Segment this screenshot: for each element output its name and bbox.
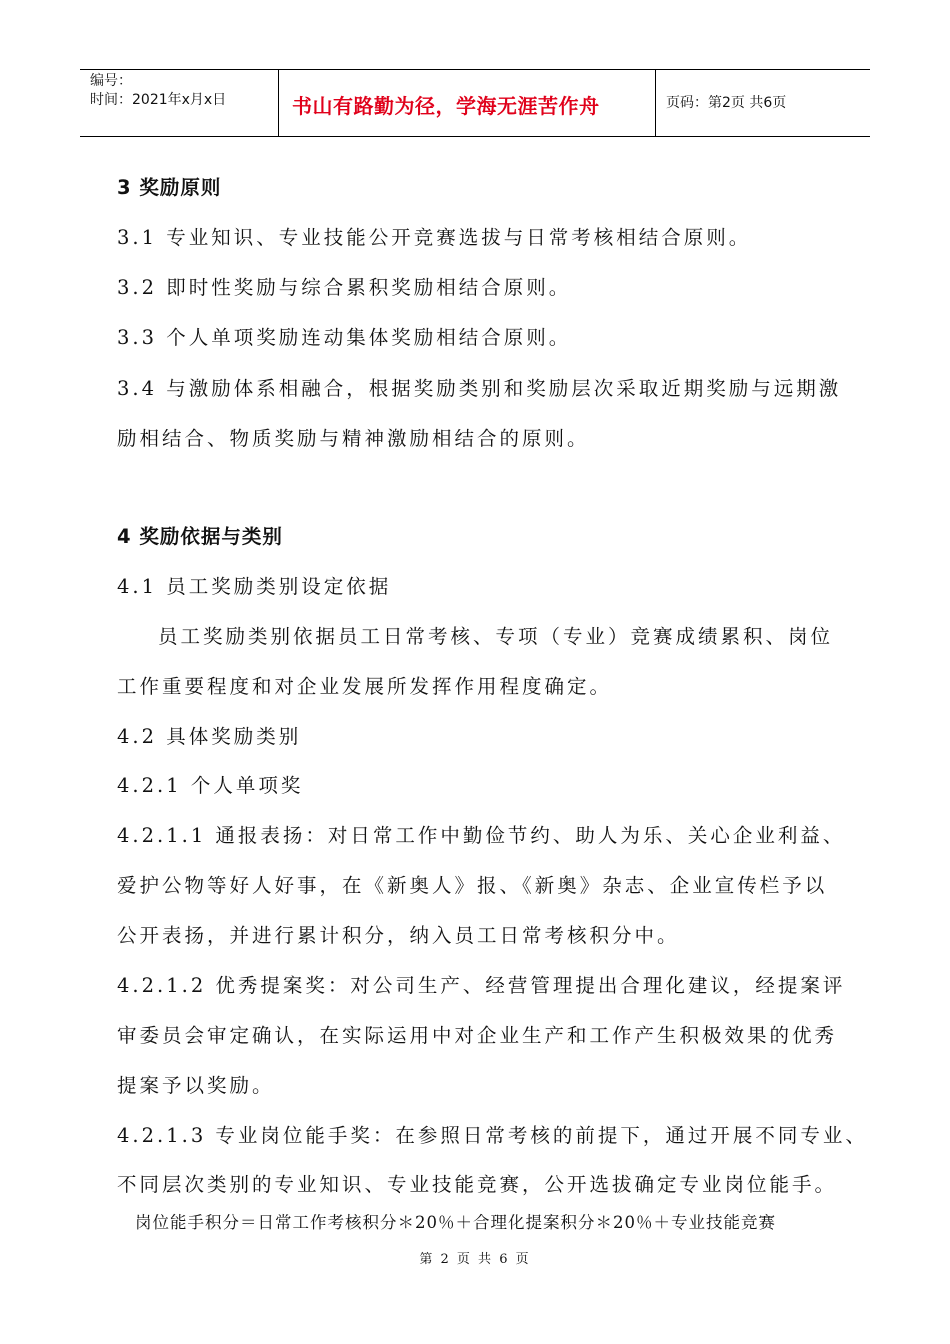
document-date: 时间：2021年x月x日 <box>90 92 227 108</box>
header-divider-right <box>655 69 656 136</box>
header-motto: 书山有路勤为径，学海无涯苦作舟 <box>292 94 600 118</box>
paragraph-4-2-1-1-line2: 爱护公物等好人好事，在《新奥人》报、《新奥》杂志、企业宣传栏予以 <box>117 874 828 897</box>
paragraph-3-1: 3.1 专业知识、专业技能公开竞赛选拔与日常考核相结合原则。 <box>117 226 752 249</box>
section-3-heading: 3 奖励原则 <box>117 176 222 199</box>
header-page-info: 页码：第2页 共6页 <box>666 95 787 111</box>
paragraph-4-2-1-2-line3: 提案予以奖励。 <box>117 1074 275 1097</box>
paragraph-4-1-body-line2: 工作重要程度和对企业发展所发挥作用程度确定。 <box>117 675 613 698</box>
paragraph-4-2-1-3-line2: 不同层次类别的专业知识、专业技能竞赛，公开选拔确定专业岗位能手。 <box>117 1173 838 1196</box>
paragraph-3-2: 3.2 即时性奖励与综合累积奖励相结合原则。 <box>117 276 572 299</box>
header-bottom-rule <box>80 136 870 137</box>
paragraph-3-3: 3.3 个人单项奖励连动集体奖励相结合原则。 <box>117 326 572 349</box>
paragraph-3-4-line1: 3.4 与激励体系相融合，根据奖励类别和奖励层次采取近期奖励与远期激 <box>117 377 842 400</box>
paragraph-4-2-1-3-line1: 4.2.1.3 专业岗位能手奖：在参照日常考核的前提下，通过开展不同专业、 <box>117 1124 868 1147</box>
paragraph-4-1: 4.1 员工奖励类别设定依据 <box>117 575 392 598</box>
document-number: 编号： <box>90 73 132 89</box>
paragraph-4-2-1-1-line1: 4.2.1.1 通报表扬：对日常工作中勤俭节约、助人为乐、关心企业利益、 <box>117 824 846 847</box>
paragraph-4-2-1-2-line2: 审委员会审定确认，在实际运用中对企业生产和工作产生积极效果的优秀 <box>117 1024 838 1047</box>
paragraph-4-2-1: 4.2.1 个人单项奖 <box>117 774 304 797</box>
paragraph-4-2: 4.2 具体奖励类别 <box>117 725 302 748</box>
formula-line: 岗位能手积分＝日常工作考核积分＊20％＋合理化提案积分＊20％＋专业技能竞赛 <box>135 1213 776 1232</box>
paragraph-4-2-1-1-line3: 公开表扬，并进行累计积分，纳入员工日常考核积分中。 <box>117 924 680 947</box>
page-footer: 第 2 页 共 6 页 <box>419 1252 531 1267</box>
header-top-rule <box>80 69 870 70</box>
paragraph-4-1-body-line1: 员工奖励类别依据员工日常考核、专项（专业）竞赛成绩累积、岗位 <box>158 625 834 648</box>
paragraph-4-2-1-2-line1: 4.2.1.2 优秀提案奖：对公司生产、经营管理提出合理化建议，经提案评 <box>117 974 846 997</box>
paragraph-3-4-line2: 励相结合、物质奖励与精神激励相结合的原则。 <box>117 427 590 450</box>
header-divider-left <box>278 69 279 136</box>
header-meta <box>90 72 226 110</box>
section-4-heading: 4 奖励依据与类别 <box>117 525 283 548</box>
